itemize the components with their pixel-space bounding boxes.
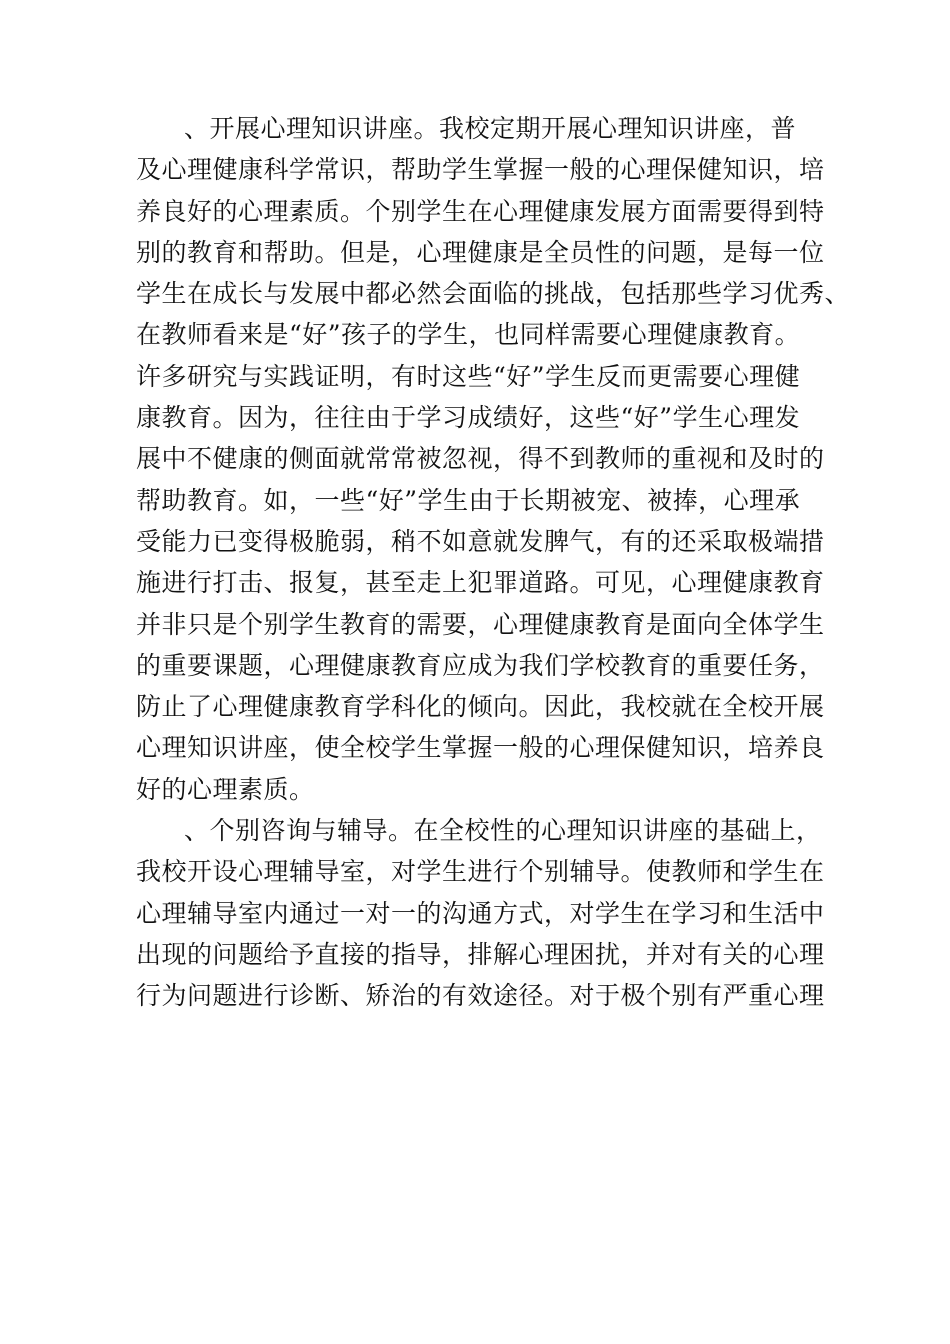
text-line: 并非只是个别学生教育的需要，心理健康教育是面向全体学生	[136, 609, 825, 639]
text-line: 展中不健康的侧面就常常被忽视，得不到教师的重视和及时的	[136, 444, 825, 474]
text-line: 受能力已变得极脆弱，稍不如意就发脾气，有的还采取极端措	[136, 526, 825, 556]
document-body	[136, 108, 851, 1017]
text-line: 别的教育和帮助。但是，心理健康是全员性的问题，是每一位	[136, 237, 825, 267]
paragraph-lectures	[136, 108, 851, 810]
paragraph-counseling	[136, 810, 826, 1016]
text-line: 帮助教育。如，一些“好”学生由于长期被宠、被捧，心理承	[136, 485, 801, 515]
text-line: 养良好的心理素质。个别学生在心理健康发展方面需要得到特	[136, 196, 825, 226]
text-line: 我校开设心理辅导室，对学生进行个别辅导。使教师和学生在	[136, 857, 825, 887]
text-line: 、个别咨询与辅导。在全校性的心理知识讲座的基础上，	[184, 816, 822, 846]
text-line: 在教师看来是“好”孩子的学生，也同样需要心理健康教育。	[136, 320, 801, 350]
text-line: 、开展心理知识讲座。我校定期开展心理知识讲座，普	[184, 114, 797, 143]
text-line: 心理知识讲座，使全校学生掌握一般的心理保健知识，培养良	[136, 733, 825, 763]
text-line: 防止了心理健康教育学科化的倾向。因此，我校就在全校开展	[136, 692, 825, 722]
text-line: 好的心理素质。	[136, 774, 315, 804]
text-line: 康教育。因为，往往由于学习成绩好，这些“好”学生心理发	[136, 403, 801, 433]
text-line: 施进行打击、报复，甚至走上犯罪道路。可见，心理健康教育	[136, 568, 825, 598]
text-line: 出现的问题给予直接的指导，排解心理困扰，并对有关的心理	[136, 939, 825, 969]
text-line: 许多研究与实践证明，有时这些“好”学生反而更需要心理健	[136, 361, 801, 391]
text-line: 行为问题进行诊断、矫治的有效途径。对于极个别有严重心理	[136, 981, 825, 1011]
text-line: 心理辅导室内通过一对一的沟通方式，对学生在学习和生活中	[136, 898, 825, 928]
text-line: 学生在成长与发展中都必然会面临的挑战，包括那些学习优秀、	[136, 279, 851, 309]
text-line: 的重要课题，心理健康教育应成为我们学校教育的重要任务，	[136, 650, 825, 680]
text-line: 及心理健康科学常识，帮助学生掌握一般的心理保健知识，培	[136, 155, 825, 185]
